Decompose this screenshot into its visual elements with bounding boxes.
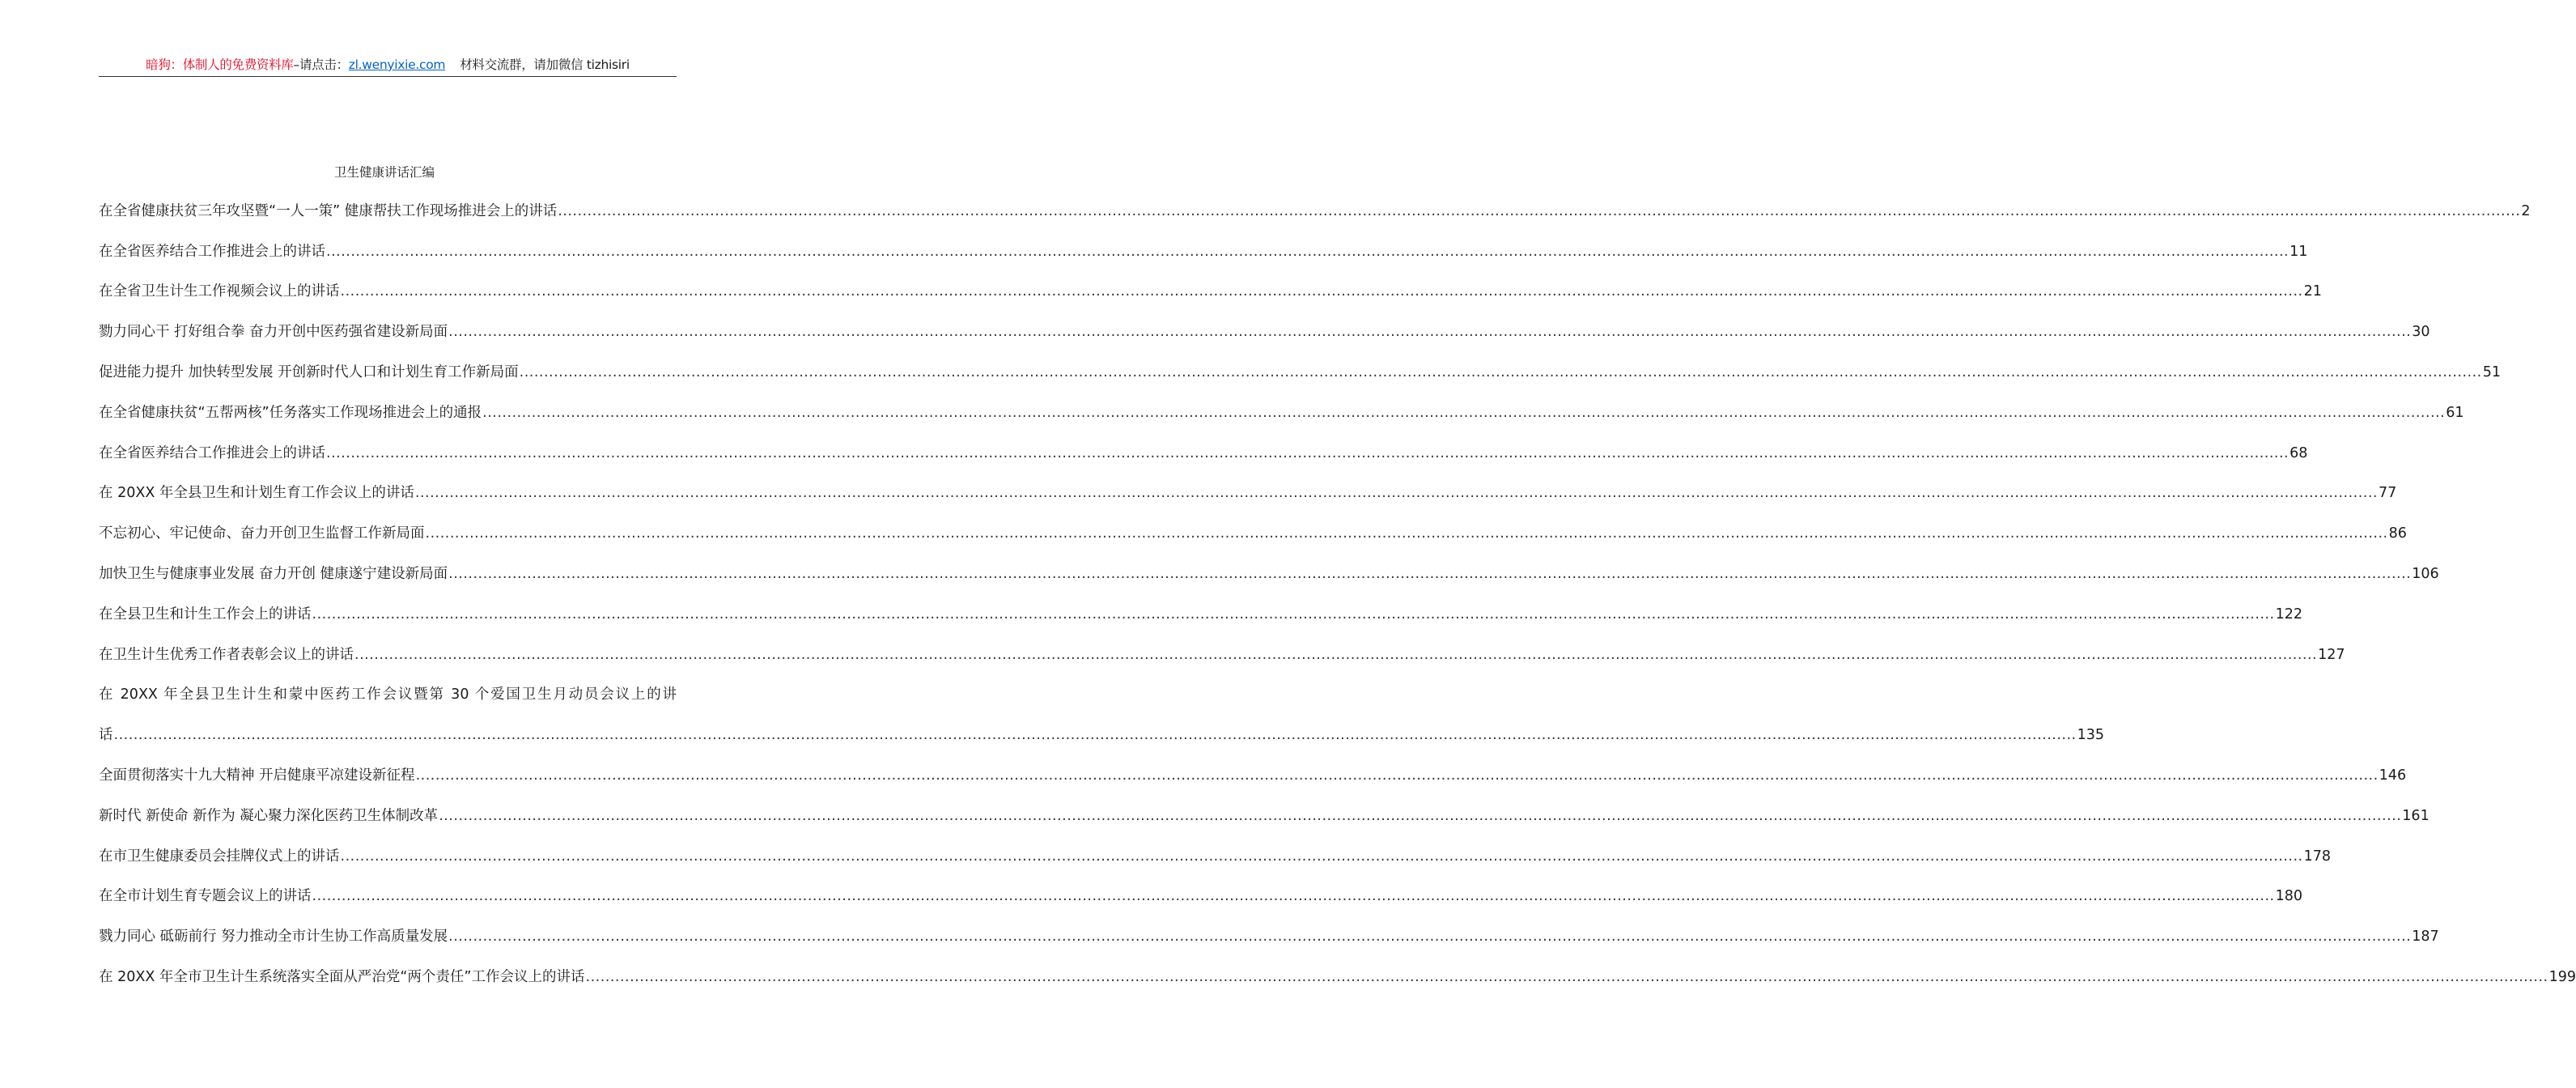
toc-leader-dots: ................................................................................................................................................................................................................................................................................................................................................................................................................ xyxy=(482,404,2446,421)
toc-page-number: 122 xyxy=(2275,606,2303,623)
toc-leader-dots: ................................................................................................................................................................................................................................................................................................................................................................................................................ xyxy=(448,929,2412,946)
toc-page-number: 51 xyxy=(2482,364,2502,381)
toc-page-number: 135 xyxy=(2077,727,2105,744)
toc-entry[interactable] xyxy=(99,513,2407,554)
toc-leader-dots: ................................................................................................................................................................................................................................................................................................................................................................................................................ xyxy=(448,324,2412,341)
toc-leader-dots: ................................................................................................................................................................................................................................................................................................................................................................................................................ xyxy=(439,807,2402,824)
header-promo-text: 暗狗：体制人的免费资料库 xyxy=(146,57,294,72)
toc-page-number: 187 xyxy=(2412,929,2439,946)
toc-entry[interactable] xyxy=(99,474,2397,514)
toc-entry[interactable] xyxy=(99,554,2439,594)
toc-entry[interactable] xyxy=(99,272,2322,312)
toc-leader-dots: ................................................................................................................................................................................................................................................................................................................................................................................................................ xyxy=(354,646,2318,663)
toc-entry-title: 全面贯彻落实十九大精神 开启健康平凉建设新征程 xyxy=(99,767,415,784)
toc-entry-title: 在 20XX 年全县卫生计生和蒙中医药工作会议暨第 30 个爱国卫生月动员会议上的讲 xyxy=(99,686,677,703)
toc-page-number: 2 xyxy=(2521,202,2531,219)
toc-entry-title: 加快卫生与健康事业发展 奋力开创 健康遂宁建设新局面 xyxy=(99,566,448,583)
toc-page-number: 146 xyxy=(2379,767,2407,784)
toc-entry[interactable] xyxy=(99,393,2464,433)
toc-entry[interactable] xyxy=(99,916,2439,957)
toc-leader-dots: ................................................................................................................................................................................................................................................................................................................................................................................................................ xyxy=(519,364,2482,381)
toc-leader-dots: ................................................................................................................................................................................................................................................................................................................................................................................................................ xyxy=(448,566,2412,583)
header-wechat-text: 材料交流群，请加微信 tizhisiri xyxy=(460,57,630,72)
toc-entry-title: 在全省健康扶贫“五帮两核”任务落实工作现场推进会上的通报 xyxy=(99,404,482,421)
toc-page-number: 161 xyxy=(2402,807,2430,824)
toc-entry-title: 在全省健康扶贫三年攻坚暨“一人一策” 健康帮扶工作现场推进会上的讲话 xyxy=(99,202,558,219)
toc-entry[interactable] xyxy=(99,312,2430,352)
toc-page-number: 199 xyxy=(2548,969,2576,986)
toc-leader-dots: ................................................................................................................................................................................................................................................................................................................................................................................................................ xyxy=(340,283,2303,300)
toc-leader-dots: ................................................................................................................................................................................................................................................................................................................................................................................................................ xyxy=(558,202,2521,219)
toc-entry[interactable] xyxy=(99,957,2576,997)
toc-page-number: 11 xyxy=(2290,243,2308,260)
toc-entry-title: 勠力同心干 打好组合拳 奋力开创中医药强省建设新局面 xyxy=(99,324,448,341)
toc-entry-title: 促进能力提升 加快转型发展 开创新时代人口和计划生育工作新局面 xyxy=(99,364,519,381)
toc-page-number: 180 xyxy=(2275,888,2303,905)
toc-entry[interactable] xyxy=(99,191,2531,232)
header-link[interactable]: zl.wenyixie.com xyxy=(348,57,446,72)
toc-entry[interactable] xyxy=(99,877,2303,917)
toc-entry[interactable] xyxy=(99,232,2308,272)
toc-entry-title: 在全县卫生和计生工作会上的讲话 xyxy=(99,606,312,623)
toc-entry[interactable] xyxy=(99,796,2430,836)
toc-leader-dots: ................................................................................................................................................................................................................................................................................................................................................................................................................ xyxy=(415,767,2379,784)
toc-entry-title-continuation: 话 xyxy=(99,727,113,744)
document-title: 卫生健康讲话汇编 xyxy=(333,165,435,180)
toc-page-number: 178 xyxy=(2303,848,2332,865)
toc-leader-dots: ................................................................................................................................................................................................................................................................................................................................................................................................................ xyxy=(113,727,2077,744)
toc-entry[interactable] xyxy=(99,433,2308,474)
toc-page-number: 106 xyxy=(2412,566,2439,583)
toc-entry-title: 不忘初心、牢记使命、奋力开创卫生监督工作新局面 xyxy=(99,525,425,542)
toc-leader-dots: ................................................................................................................................................................................................................................................................................................................................................................................................................ xyxy=(425,525,2388,542)
toc-entry[interactable] xyxy=(99,675,677,716)
toc-entry[interactable] xyxy=(99,635,2345,675)
toc-page-number: 21 xyxy=(2303,283,2322,300)
table-of-contents xyxy=(99,191,2576,997)
toc-entry-title: 在 20XX 年全市卫生计生系统落实全面从严治党“两个责任”工作会议上的讲话 xyxy=(99,969,585,986)
toc-entry[interactable] xyxy=(99,352,2502,393)
toc-entry[interactable] xyxy=(99,836,2332,877)
toc-entry-title: 戮力同心 砥砺前行 努力推动全市计生协工作高质量发展 xyxy=(99,929,448,946)
toc-leader-dots: ................................................................................................................................................................................................................................................................................................................................................................................................................ xyxy=(326,444,2290,461)
toc-entry[interactable] xyxy=(99,755,2407,796)
toc-entry-title: 在全省医养结合工作推进会上的讲话 xyxy=(99,243,325,260)
toc-entry-title: 在卫生计生优秀工作者表彰会议上的讲话 xyxy=(99,646,354,663)
page-header xyxy=(99,55,677,77)
toc-page-number: 77 xyxy=(2378,485,2397,502)
toc-entry-title: 在全市计划生育专题会议上的讲话 xyxy=(99,888,312,905)
toc-entry-continuation[interactable] xyxy=(99,715,2105,755)
toc-page-number: 61 xyxy=(2446,404,2464,421)
toc-leader-dots: ................................................................................................................................................................................................................................................................................................................................................................................................................ xyxy=(585,969,2548,986)
toc-entry-title: 新时代 新使命 新作为 凝心聚力深化医药卫生体制改革 xyxy=(99,807,439,824)
toc-leader-dots: ................................................................................................................................................................................................................................................................................................................................................................................................................ xyxy=(326,243,2290,260)
toc-leader-dots: ................................................................................................................................................................................................................................................................................................................................................................................................................ xyxy=(340,848,2303,865)
toc-leader-dots: ................................................................................................................................................................................................................................................................................................................................................................................................................ xyxy=(414,485,2378,502)
toc-leader-dots: ................................................................................................................................................................................................................................................................................................................................................................................................................ xyxy=(312,888,2275,905)
toc-entry-title: 在市卫生健康委员会挂牌仪式上的讲话 xyxy=(99,848,340,865)
toc-leader-dots: ................................................................................................................................................................................................................................................................................................................................................................................................................ xyxy=(312,606,2275,623)
toc-entry-title: 在 20XX 年全县卫生和计划生育工作会议上的讲话 xyxy=(99,485,414,502)
toc-page-number: 127 xyxy=(2318,646,2345,663)
toc-entry[interactable] xyxy=(99,594,2303,635)
toc-page-number: 86 xyxy=(2388,525,2407,542)
toc-entry-title: 在全省卫生计生工作视频会议上的讲话 xyxy=(99,283,340,300)
toc-page-number: 30 xyxy=(2412,324,2430,341)
header-click-label: –请点击： xyxy=(293,57,349,72)
toc-page-number: 68 xyxy=(2290,444,2308,461)
toc-entry-title: 在全省医养结合工作推进会上的讲话 xyxy=(99,444,325,461)
